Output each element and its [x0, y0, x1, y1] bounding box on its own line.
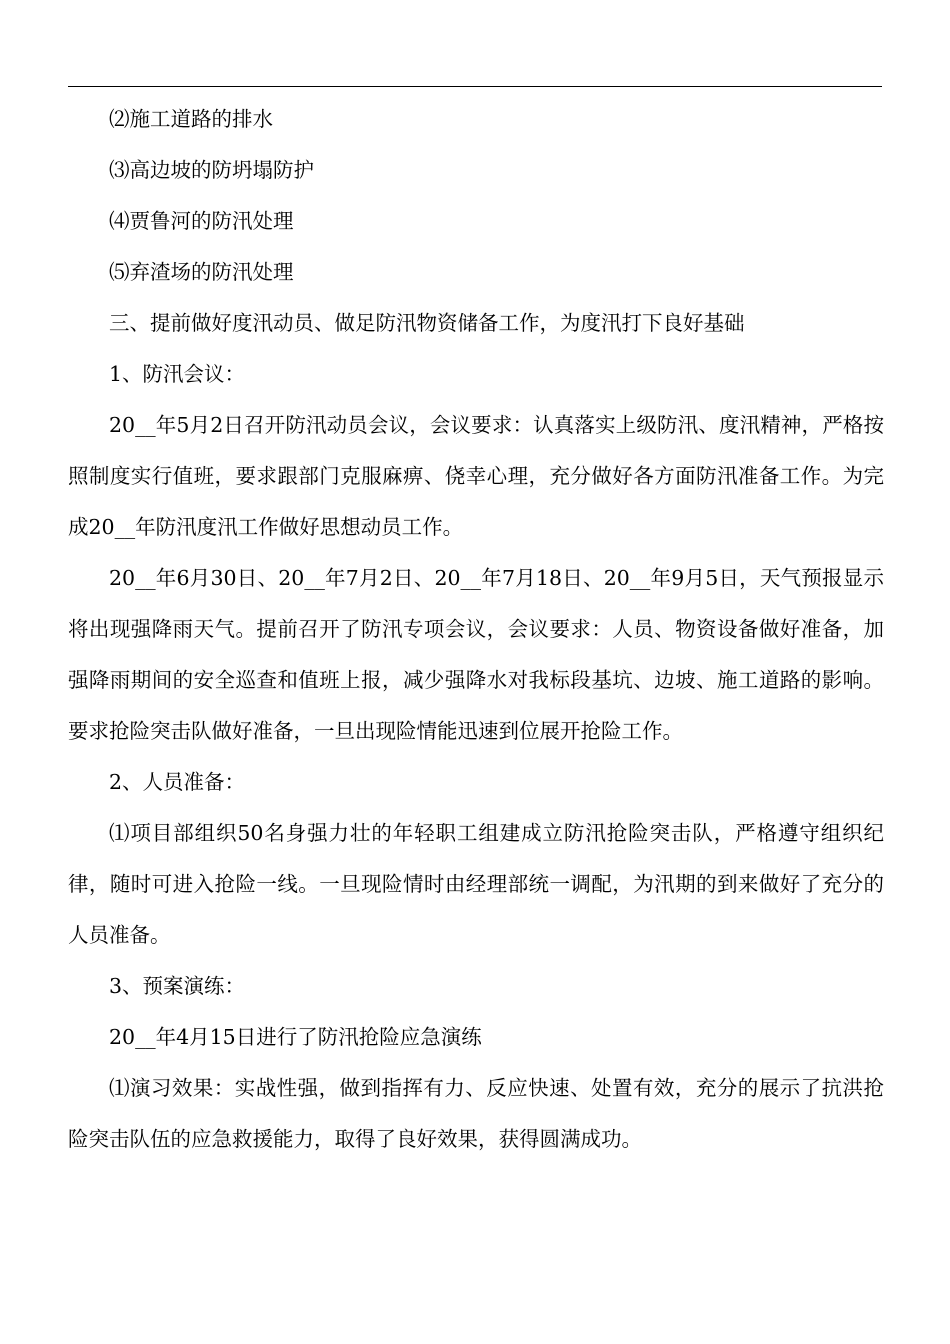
paragraph-spoil-yard: ⑸弃渣场的防汛处理 [109, 260, 294, 284]
subheading-meetings: 1、防汛会议： [109, 362, 246, 386]
paragraph-jialu-river: ⑷贾鲁河的防汛处理 [109, 209, 294, 233]
paragraph-drill-result: ⑴演习效果：实战性强，做到指挥有力、反应快速、处置有效，充分的展示了抗洪抢险突击队伍的应急救援能力，取得了良好效果，获得圆满成功。 [68, 1076, 884, 1151]
paragraph-drill-date: 20__年4月15日进行了防汛抢险应急演练 [109, 1025, 482, 1049]
section-heading-3: 三、提前做好度汛动员、做足防汛物资储备工作，为度汛打下良好基础 [109, 311, 745, 335]
paragraph-slope-protection: ⑶高边坡的防坍塌防护 [109, 158, 314, 182]
document-body [68, 94, 884, 1165]
subheading-personnel: 2、人员准备： [109, 770, 246, 794]
header-rule [68, 86, 882, 87]
paragraph-special-meetings: 20__年6月30日、20__年7月2日、20__年7月18日、20__年9月5日，天气预报显示将出现强降雨天气。提前召开了防汛专项会议，会议要求：人员、物资设备做好准备，加强降雨期间的安全巡查和值班上报，减少强降水对我标段基坑、边坡、施工道路的影响。要求抢险突击队做好准备，一旦出现险情能迅速到位展开抢险工作。 [68, 566, 884, 743]
paragraph-rescue-team: ⑴项目部组织50名身强力壮的年轻职工组建成立防汛抢险突击队，严格遵守组织纪律，随时可进入抢险一线。一旦现险情时由经理部统一调配，为汛期的到来做好了充分的人员准备。 [68, 821, 884, 947]
subheading-drill: 3、预案演练： [109, 974, 246, 998]
paragraph-mobilization-meeting: 20__年5月2日召开防汛动员会议，会议要求：认真落实上级防汛、度汛精神，严格按照制度实行值班，要求跟部门克服麻痹、侥幸心理，充分做好各方面防汛准备工作。为完成20__年防汛度汛工作做好思想动员工作。 [68, 413, 884, 539]
paragraph-drainage: ⑵施工道路的排水 [109, 107, 273, 131]
